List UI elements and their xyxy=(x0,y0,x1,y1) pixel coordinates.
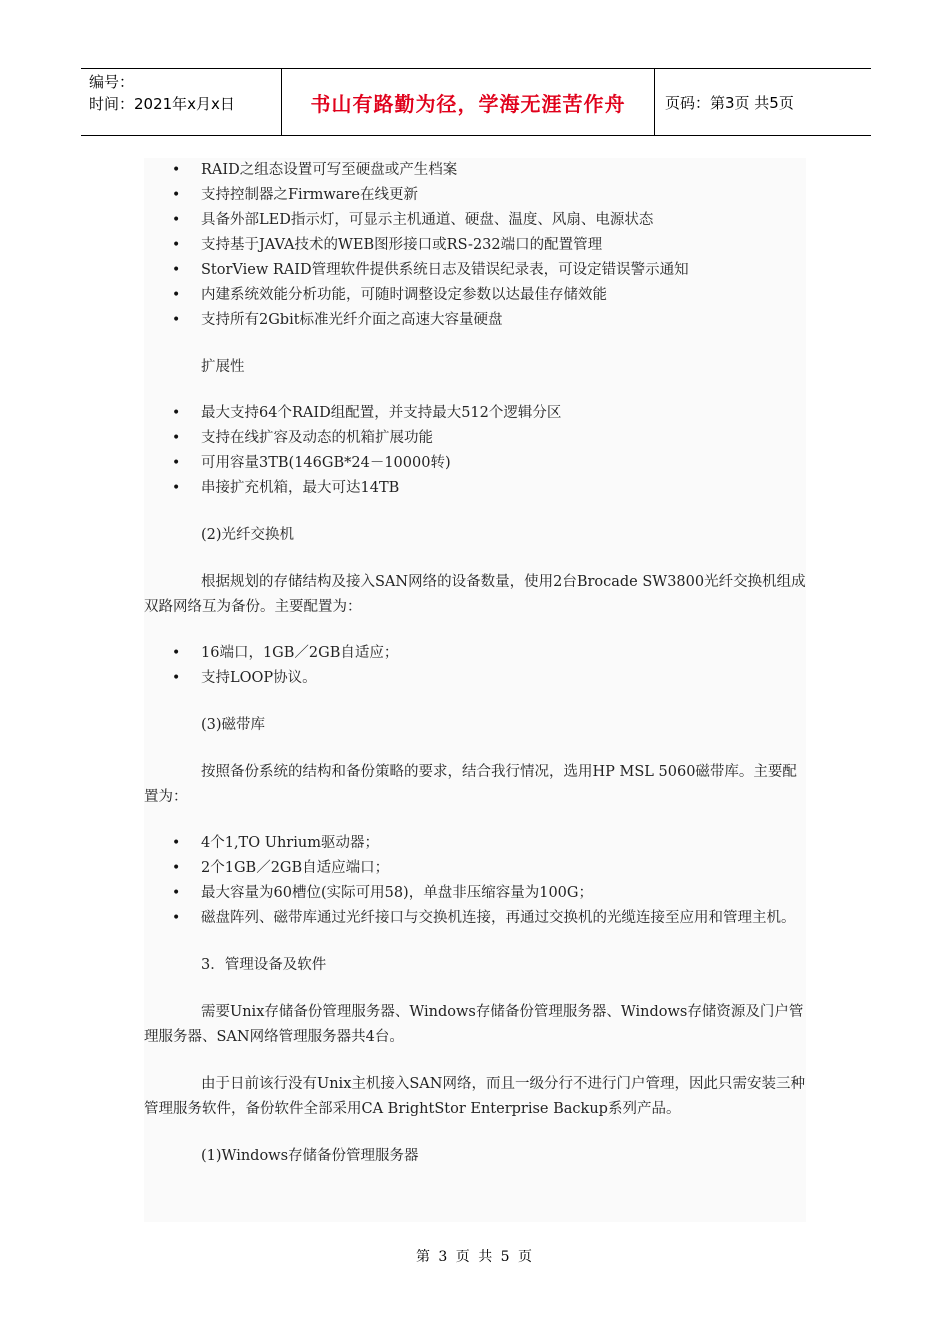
paragraph-management-servers: 需要Unix存储备份管理服务器、Windows存储备份管理服务器、Windows存储资源及门户管理服务器、SAN网络管理服务器共4台。 xyxy=(144,1004,804,1045)
list-item: • 最大支持64个RAID组配置，并支持最大512个逻辑分区 xyxy=(144,401,806,426)
list-item: • 内建系统效能分析功能，可随时调整设定参数以达最佳存储效能 xyxy=(144,283,806,308)
paragraph-fc-switch: 根据规划的存储结构及接入SAN网络的设备数量，使用2台Brocade SW3800光纤交换机组成双路网络互为备份。主要配置为： xyxy=(144,574,806,615)
list-item: • 串接扩充机箱，最大可达14TB xyxy=(144,476,806,501)
header-motto: 书山有路勤为径，学海无涯苦作舟 xyxy=(282,69,655,135)
document-number-label: 编号： xyxy=(89,73,135,91)
section-heading-fc-switch: (2)光纤交换机 xyxy=(201,527,295,543)
list-item: • 支持基于JAVA技术的WEB图形接口或RS-232端口的配置管理 xyxy=(144,233,806,258)
section-heading-tape-library: (3)磁带库 xyxy=(201,717,266,733)
list-item: • 支持在线扩容及动态的机箱扩展功能 xyxy=(144,426,806,451)
list-item: • 可用容量3TB(146GB*24－10000转) xyxy=(144,451,806,476)
paragraph-management-software: 由于日前该行没有Unix主机接入SAN网络，而且一级分行不进行门户管理，因此只需安装三种管理服务软件，备份软件全部采用CA BrightStor Enterprise Backup系列产品。 xyxy=(144,1076,805,1117)
list-item: • 16端口，1GB／2GB自适应； xyxy=(144,641,806,666)
document-date-label: 时间：2021年x月x日 xyxy=(89,95,235,113)
list-item: • 最大容量为60槽位(实际可用58)，单盘非压缩容量为100G； xyxy=(144,881,806,906)
section-heading-windows-backup-server: (1)Windows存储备份管理服务器 xyxy=(201,1148,419,1164)
page-header xyxy=(81,68,871,136)
list-item: • 4个1,TO Uhrium驱动器； xyxy=(144,831,806,856)
raid-feature-list xyxy=(144,158,806,333)
list-item: • StorView RAID管理软件提供系统日志及错误纪录表，可设定错误警示通知 xyxy=(144,258,806,283)
list-item: • 支持控制器之Firmware在线更新 xyxy=(144,183,806,208)
list-item: • 支持LOOP协议。 xyxy=(144,666,806,691)
list-item: • RAID之组态设置可写至硬盘或产生档案 xyxy=(144,158,806,183)
page-footer: 第 3 页 共 5 页 xyxy=(415,1249,535,1265)
tape-library-config-list xyxy=(144,831,806,931)
header-page-indicator: 页码：第3页 共5页 xyxy=(665,93,794,112)
list-item: • 支持所有2Gbit标准光纤介面之高速大容量硬盘 xyxy=(144,308,806,333)
list-item: • 具备外部LED指示灯，可显示主机通道、硬盘、温度、风扇、电源状态 xyxy=(144,208,806,233)
expandability-list xyxy=(144,401,806,501)
list-item: • 磁盘阵列、磁带库通过光纤接口与交换机连接，再通过交换机的光缆连接至应用和管理主机。 xyxy=(144,906,806,931)
list-item: • 2个1GB／2GB自适应端口； xyxy=(144,856,806,881)
document-body xyxy=(144,158,806,1222)
header-meta-cell xyxy=(81,69,282,135)
paragraph-tape-library: 按照备份系统的结构和备份策略的要求，结合我行情况，选用HP MSL 5060磁带库。主要配置为： xyxy=(144,764,797,805)
fc-switch-config-list xyxy=(144,641,806,691)
section-heading-management: 3．管理设备及软件 xyxy=(201,957,327,973)
section-heading-expandability: 扩展性 xyxy=(201,359,245,375)
